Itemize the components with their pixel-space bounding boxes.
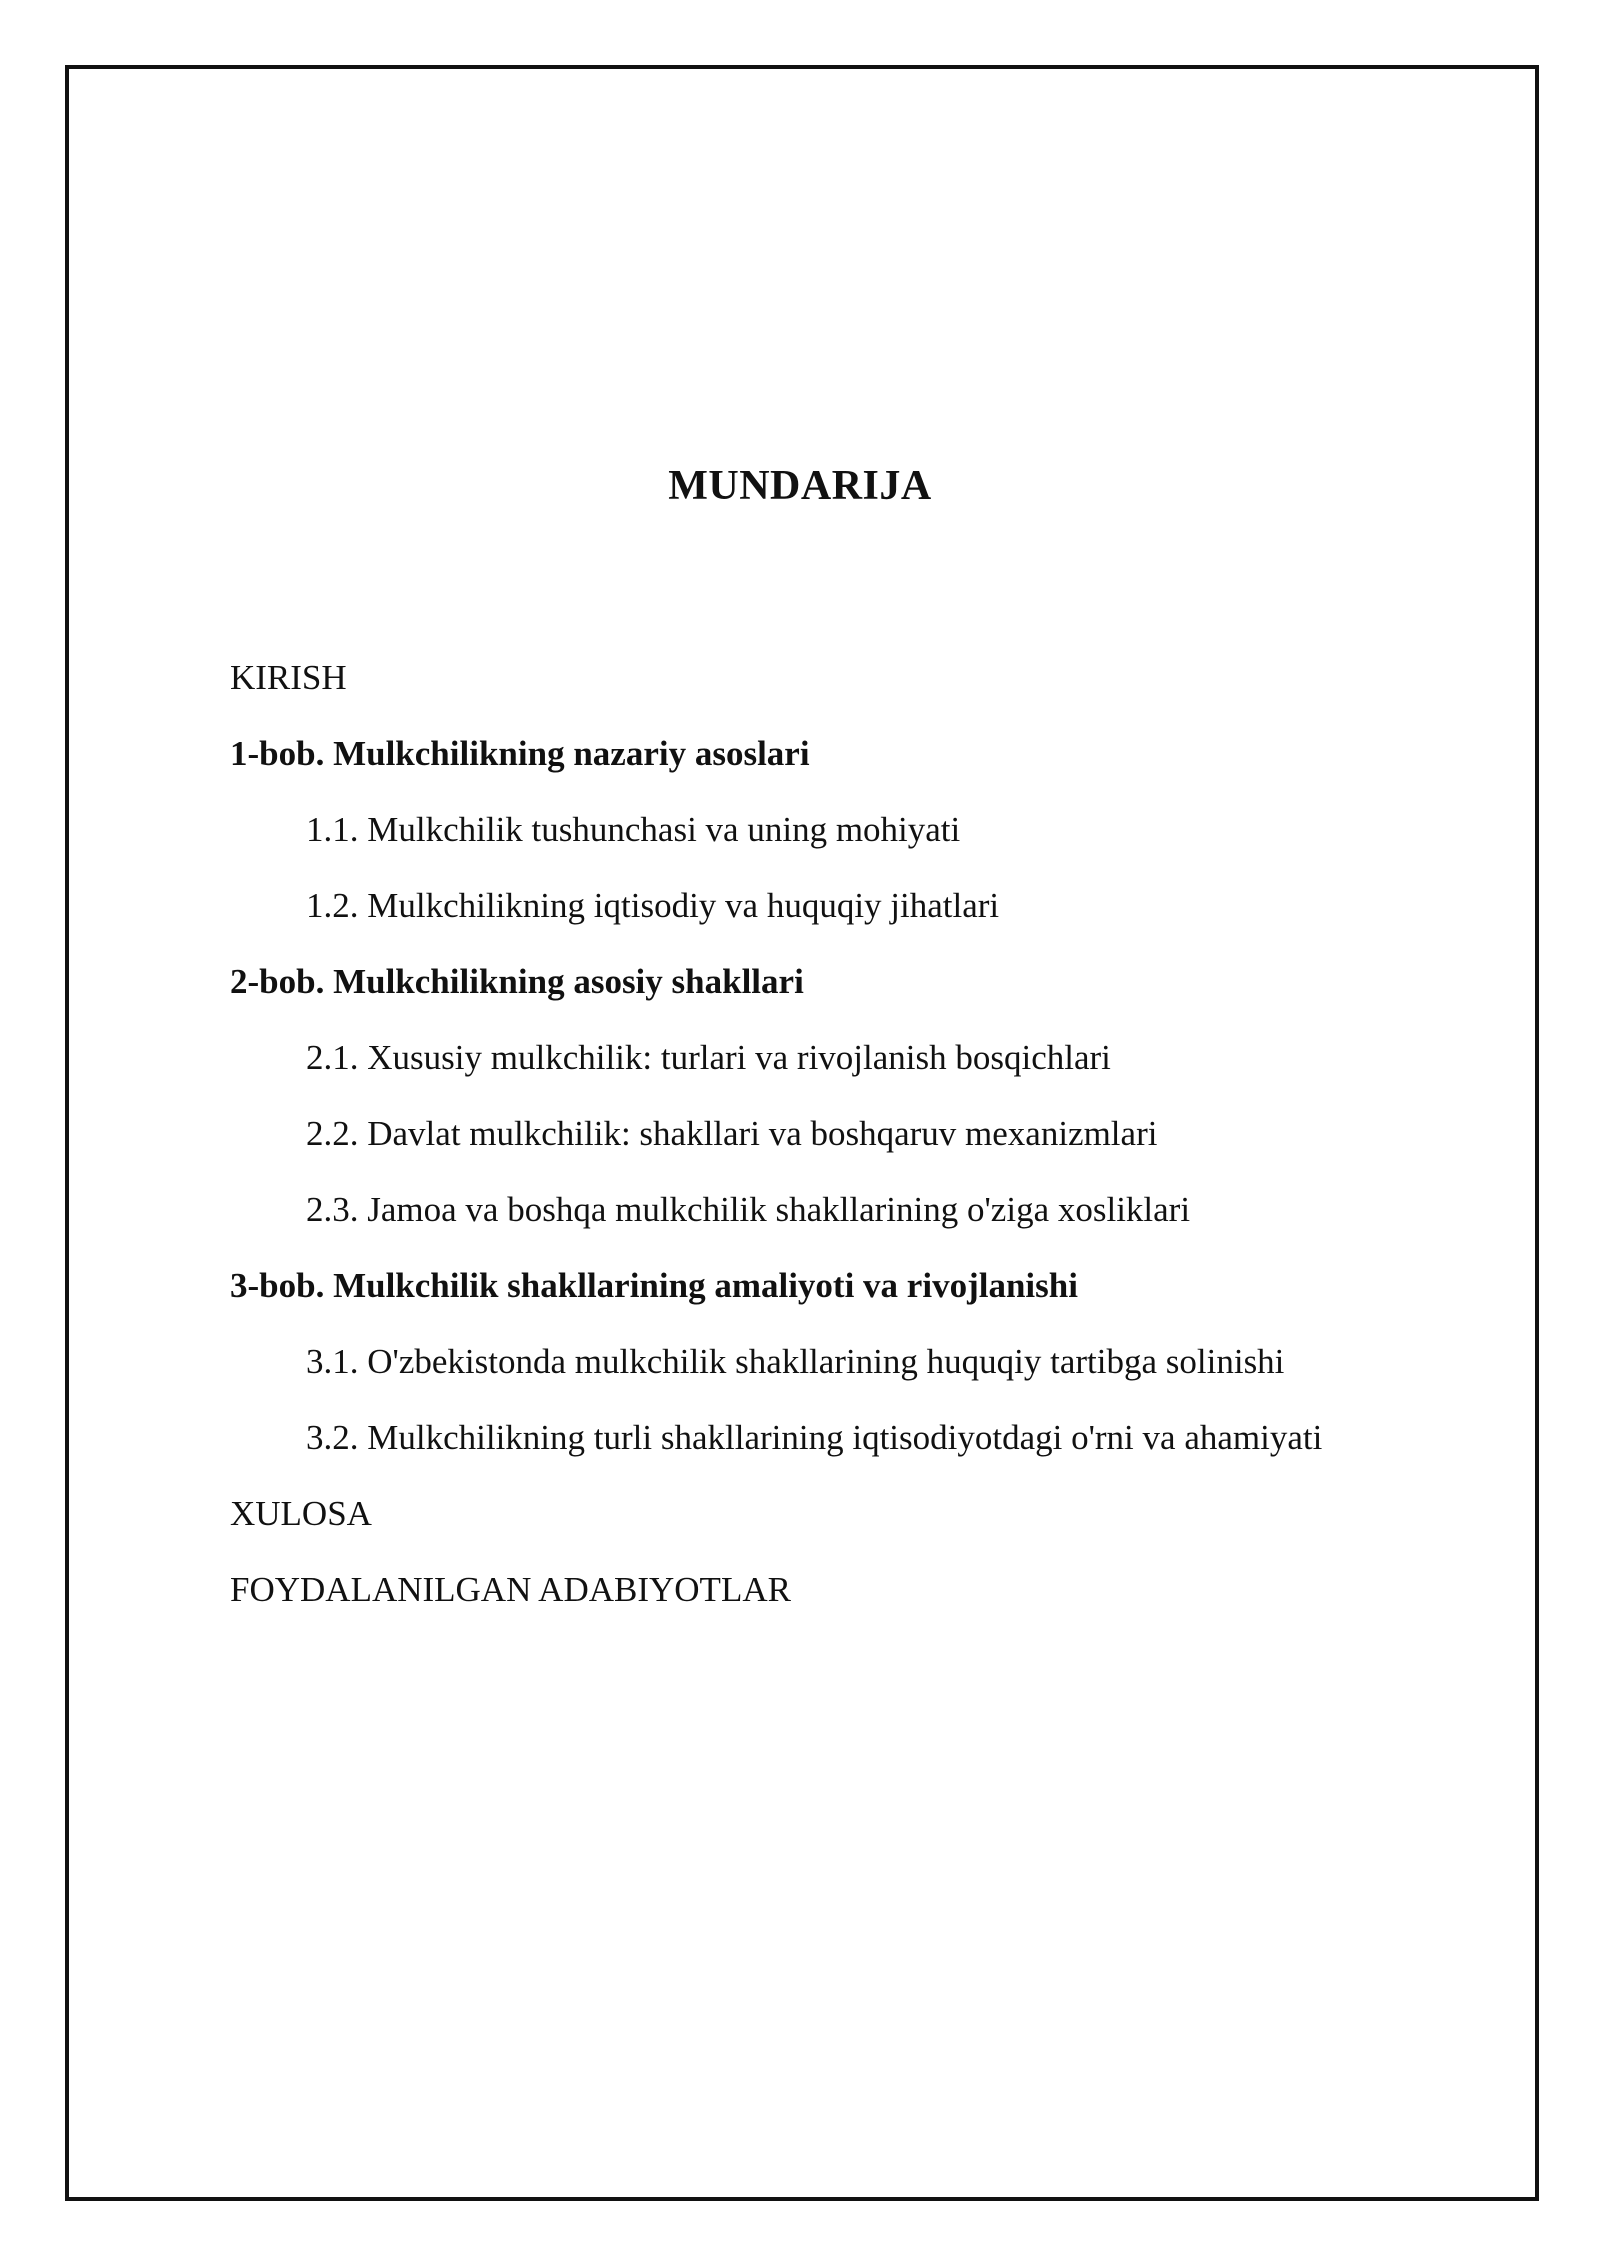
toc-section-1-1: 1.1. Mulkchilik tushunchasi va uning mohiyati [306, 810, 961, 849]
toc-section-2-3: 2.3. Jamoa va boshqa mulkchilik shakllarining o'ziga xosliklari [306, 1190, 1191, 1229]
toc-chapter-1: 1-bob. Mulkchilikning nazariy asoslari [230, 734, 810, 773]
page-title: MUNDARIJA [668, 463, 932, 509]
toc-section-2-1: 2.1. Xususiy mulkchilik: turlari va rivojlanish bosqichlari [306, 1038, 1111, 1077]
table-of-contents [230, 640, 1470, 1628]
toc-section-1-2: 1.2. Mulkchilikning iqtisodiy va huquqiy jihatlari [306, 886, 1000, 925]
toc-section-2-2: 2.2. Davlat mulkchilik: shakllari va boshqaruv mexanizmlari [306, 1114, 1158, 1153]
toc-chapter-2: 2-bob. Mulkchilikning asosiy shakllari [230, 962, 804, 1001]
toc-item-xulosa: XULOSA [230, 1494, 372, 1533]
toc-section-3-2: 3.2. Mulkchilikning turli shakllarining iqtisodiyotdagi o'rni va ahamiyati [306, 1418, 1323, 1457]
toc-chapter-3: 3-bob. Mulkchilik shakllarining amaliyoti va rivojlanishi [230, 1266, 1078, 1305]
toc-section-3-1: 3.1. O'zbekistonda mulkchilik shakllarining huquqiy tartibga solinishi [306, 1342, 1285, 1381]
toc-item-kirish: KIRISH [230, 658, 347, 697]
toc-item-adabiyotlar: FOYDALANILGAN ADABIYOTLAR [230, 1570, 791, 1609]
